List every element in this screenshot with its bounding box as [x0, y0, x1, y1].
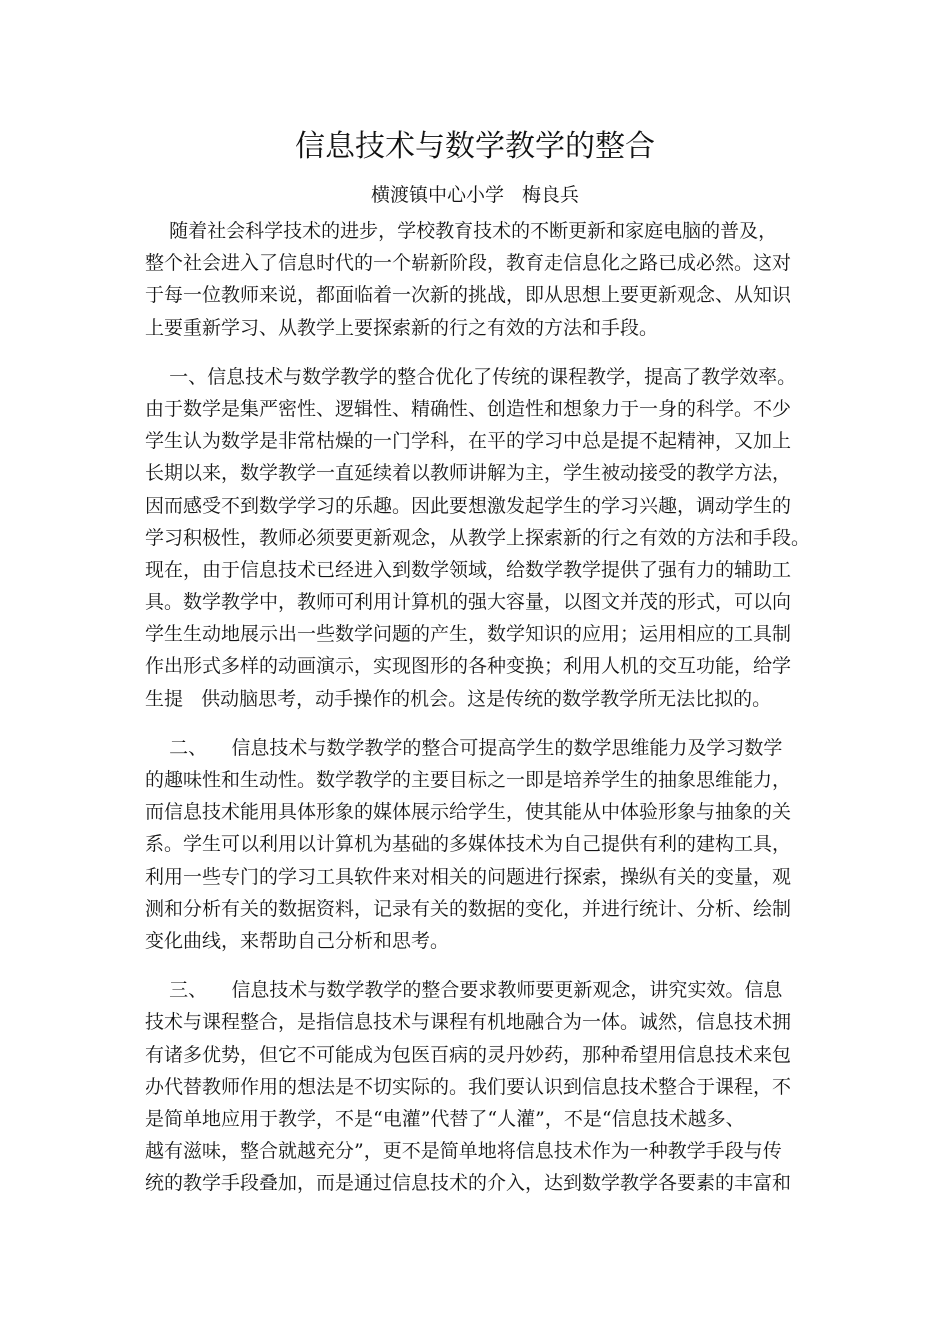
text-line: 现在，由于信息技术已经进入到数学领域，给数学教学提供了强有力的辅助工 — [145, 558, 792, 581]
document-author: 横渡镇中心小学 梅良兵 — [370, 184, 580, 206]
text-line: 学生生动地展示出一些数学问题的产生，数学知识的应用；运用相应的工具制 — [145, 623, 792, 646]
text-line: 办代替教师作用的想法是不切实际的。我们要认识到信息技术整合于课程，不 — [145, 1075, 792, 1098]
text-line: 上要重新学习、从教学上要探索新的行之有效的方法和手段。 — [145, 316, 659, 339]
document-title: 信息技术与数学教学的整合 — [295, 129, 655, 164]
text-line: 学生认为数学是非常枯燥的一门学科，在平的学习中总是提不起精神，又加上 — [145, 430, 792, 453]
text-line: 二、 信息技术与数学教学的整合可提高学生的数学思维能力及学习数学 — [145, 736, 783, 759]
text-line: 作出形式多样的动画演示，实现图形的各种变换；利用人机的交互功能，给学 — [145, 655, 792, 678]
text-line: 整个社会进入了信息时代的一个崭新阶段，教育走信息化之路已成必然。这对 — [145, 252, 792, 275]
text-line: 因而感受不到数学学习的乐趣。因此要想激发起学生的学习兴趣，调动学生的 — [145, 494, 792, 517]
paragraph-section-one — [145, 361, 810, 715]
text-line: 长期以来，数学教学一直延续着以教师讲解为主，学生被动接受的教学方法， — [145, 462, 792, 485]
text-line: 是简单地应用于教学，不是“电灌”代替了“人灌”，不是“信息技术越多、 — [145, 1107, 745, 1130]
text-line: 的趣味性和生动性。数学教学的主要目标之一即是培养学生的抽象思维能力， — [145, 769, 792, 791]
text-line: 由于数学是集严密性、逻辑性、精确性、创造性和想象力于一身的科学。不少 — [145, 397, 792, 420]
paragraph-intro — [145, 215, 810, 344]
text-line: 利用一些专门的学习工具软件来对相关的问题进行探索，操纵有关的变量，观 — [145, 865, 792, 888]
paragraph-gap — [145, 957, 810, 974]
text-line: 系。学生可以利用以计算机为基础的多媒体技术为自己提供有利的建构工具， — [145, 833, 792, 856]
text-line: 随着社会科学技术的进步，学校教育技术的不断更新和家庭电脑的普及， — [145, 220, 778, 242]
text-line: 有诸多优势，但它不可能成为包医百病的灵丹妙药，那种希望用信息技术来包 — [145, 1043, 792, 1066]
paragraph-gap — [145, 715, 810, 732]
paragraph-section-three — [145, 974, 810, 1199]
text-line: 统的教学手段叠加，而是通过信息技术的介入，达到数学教学各要素的丰富和 — [145, 1172, 792, 1195]
paragraph-gap — [145, 344, 810, 361]
text-line: 技术与课程整合，是指信息技术与课程有机地融合为一体。诚然，信息技术拥 — [145, 1011, 792, 1034]
text-line: 越有滋味，整合就越充分”，更不是简单地将信息技术作为一种教学手段与传 — [145, 1140, 782, 1163]
paragraph-section-two — [145, 732, 810, 957]
text-line: 测和分析有关的数据资料，记录有关的数据的变化，并进行统计、分析、绘制 — [145, 897, 792, 920]
text-line: 于每一位教师来说，都面临着一次新的挑战，即从思想上要更新观念、从知识 — [145, 284, 792, 307]
text-line: 三、 信息技术与数学教学的整合要求教师要更新观念，讲究实效。信息 — [145, 979, 783, 1002]
text-line: 生提 供动脑思考，动手操作的机会。这是传统的数学教学所无法比拟的。 — [145, 687, 772, 710]
document-body — [145, 215, 810, 1199]
text-line: 一、信息技术与数学教学的整合优化了传统的课程教学，提高了教学效率。 — [145, 365, 797, 388]
text-line: 具。数学教学中，教师可利用计算机的强大容量，以图文并茂的形式，可以向 — [145, 591, 792, 614]
text-line: 变化曲线，来帮助自己分析和思考。 — [145, 929, 450, 952]
text-line: 学习积极性，教师必须要更新观念，从教学上探索新的行之有效的方法和手段。 — [145, 526, 811, 549]
text-line: 而信息技术能用具体形象的媒体展示给学生，使其能从中体验形象与抽象的关 — [145, 801, 792, 824]
